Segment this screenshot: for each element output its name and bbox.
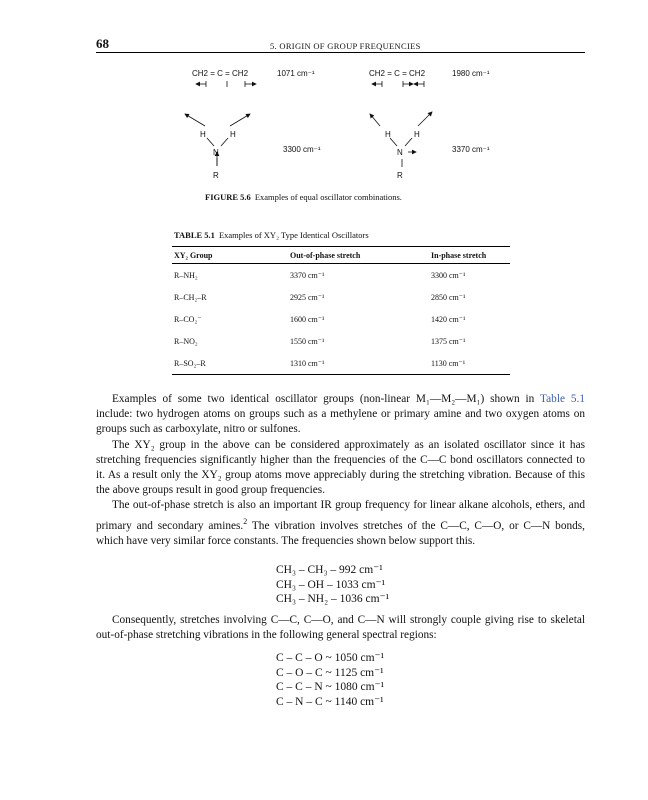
table-row <box>172 352 510 375</box>
text-run: include: two hydrogen atoms on groups such as a methylene or primary amine and two oxygen atoms on groups such as carboxylate, nitro or sulfones. <box>96 408 585 436</box>
table-row <box>172 330 510 352</box>
text-run: Examples of some two identical oscillator groups (non-linear M₁—M₂—M₁) shown in <box>112 393 541 405</box>
table-cell: R–CO₂⁻ <box>174 314 202 324</box>
table-cell: 1420 cm⁻¹ <box>431 314 466 324</box>
table-cell: 1550 cm⁻¹ <box>290 336 325 346</box>
allene-freq-right: 1980 cm⁻¹ <box>452 69 490 78</box>
table-row <box>172 264 510 287</box>
table-cell: R–NO₂ <box>174 336 198 346</box>
footnote-ref: 2 <box>243 516 248 526</box>
figure-caption-text: Examples of equal oscillator combinations. <box>254 192 402 202</box>
equation-block-2 <box>276 651 384 709</box>
atom-h: H <box>200 130 206 139</box>
allene-freq-left: 1071 cm⁻¹ <box>277 69 315 78</box>
table-label: TABLE 5.1 <box>174 230 215 240</box>
atom-r: R <box>213 171 219 180</box>
equation-line: C – C – N ~ 1080 cm⁻¹ <box>276 681 385 693</box>
amine-in-phase <box>185 114 250 166</box>
table-reference-link[interactable]: Table 5.1 <box>540 393 586 405</box>
figure-label: FIGURE 5.6 <box>205 192 251 202</box>
allene-left-arrows <box>196 81 256 87</box>
atom-h: H <box>230 130 236 139</box>
equation-line: CH₃ – CH₃ – 992 cm⁻¹ <box>276 564 383 576</box>
equation-block-1 <box>276 563 389 607</box>
table-cell: 2925 cm⁻¹ <box>290 292 325 302</box>
table-title-text: Examples of XY₂ Type Identical Oscillators <box>218 230 369 240</box>
table-cell: 3300 cm⁻¹ <box>431 270 466 280</box>
atom-r: R <box>397 171 403 180</box>
amine-freq-in-phase: 3300 cm⁻¹ <box>283 145 321 154</box>
amine-freq-out-of-phase: 3370 cm⁻¹ <box>452 145 490 154</box>
table-cell: 1600 cm⁻¹ <box>290 314 325 324</box>
table-cell: R–CH₂–R <box>174 292 207 302</box>
figure-caption <box>205 192 402 202</box>
paragraph: Consequently, stretches involving C—C, C—O, and C—N will strongly couple giving rise to skeletal out-of-phase stretching vibrations in the following general spectral regions: <box>96 614 585 642</box>
paragraph <box>96 498 585 548</box>
table-cell: 1310 cm⁻¹ <box>288 352 429 375</box>
table-row <box>172 286 510 308</box>
atom-n: N <box>397 148 403 157</box>
atom-n: N <box>213 148 219 157</box>
amine-out-of-phase <box>370 112 432 167</box>
table-title <box>174 230 369 240</box>
table-header: XY₂ Group <box>172 247 288 264</box>
table-cell: R–SO₂–R <box>172 352 288 375</box>
allene-formula-right: CH2 = C = CH2 <box>369 69 426 78</box>
table-header-row <box>172 247 510 264</box>
paragraph: The XY₂ group in the above can be considered approximately as an isolated oscillator since it has stretching frequencies significantly higher than the frequencies of the C—C bond oscillators connected to it. As a result only the XY₂ group atoms move appreciably during the stretching vibration. Because of this the above groups result in good group frequencies. <box>96 438 585 497</box>
body-text-2 <box>96 613 585 643</box>
table-row <box>172 308 510 330</box>
table-cell: 3370 cm⁻¹ <box>290 270 325 280</box>
allene-right-arrows <box>372 81 424 87</box>
table-header: In-phase stretch <box>429 247 510 264</box>
table-cell: R–NH₂ <box>174 270 198 280</box>
paragraph <box>96 392 585 438</box>
equation-line: CH₃ – NH₂ – 1036 cm⁻¹ <box>276 593 390 605</box>
atom-h: H <box>414 130 420 139</box>
equation-line: C – C – O ~ 1050 cm⁻¹ <box>276 652 385 664</box>
table-header: Out-of-phase stretch <box>288 247 429 264</box>
page-number: 68 <box>96 36 109 51</box>
header-rule <box>96 52 585 53</box>
body-text-1 <box>96 392 585 549</box>
atom-h: H <box>385 130 391 139</box>
table-cell: 1130 cm⁻¹ <box>429 352 510 375</box>
equation-line: C – N – C ~ 1140 cm⁻¹ <box>276 695 384 708</box>
data-table <box>172 246 510 375</box>
text-run: The vibration involves stretches of the C—C, C—O, or C—N bonds, which have very similar force constants. The frequencies shown below support this. <box>96 519 585 547</box>
text-run: The out-of-phase stretch is also an important IR group frequency for linear alkane alcohols, ethers, and primary and secondary amines. <box>96 499 585 532</box>
table-cell: 2850 cm⁻¹ <box>431 292 466 302</box>
equation-line: C – O – C ~ 1125 cm⁻¹ <box>276 666 384 679</box>
figure-5-6 <box>150 60 550 195</box>
equation-line: CH₃ – OH – 1033 cm⁻¹ <box>276 578 386 591</box>
running-head: 5. ORIGIN OF GROUP FREQUENCIES <box>270 41 421 51</box>
table-cell: 1375 cm⁻¹ <box>431 336 466 346</box>
allene-formula-left: CH2 = C = CH2 <box>192 69 249 78</box>
